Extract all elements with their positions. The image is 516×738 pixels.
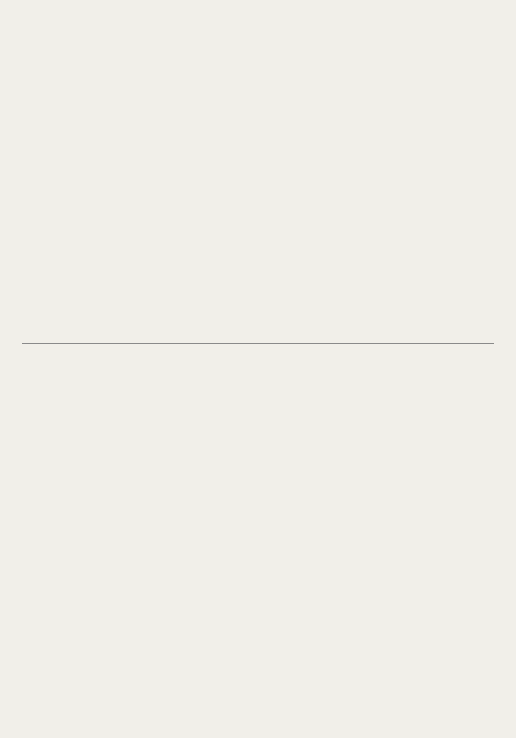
lower-text-block bbox=[18, 358, 496, 688]
divider-rule bbox=[22, 343, 494, 344]
upper-text-block bbox=[18, 40, 496, 330]
